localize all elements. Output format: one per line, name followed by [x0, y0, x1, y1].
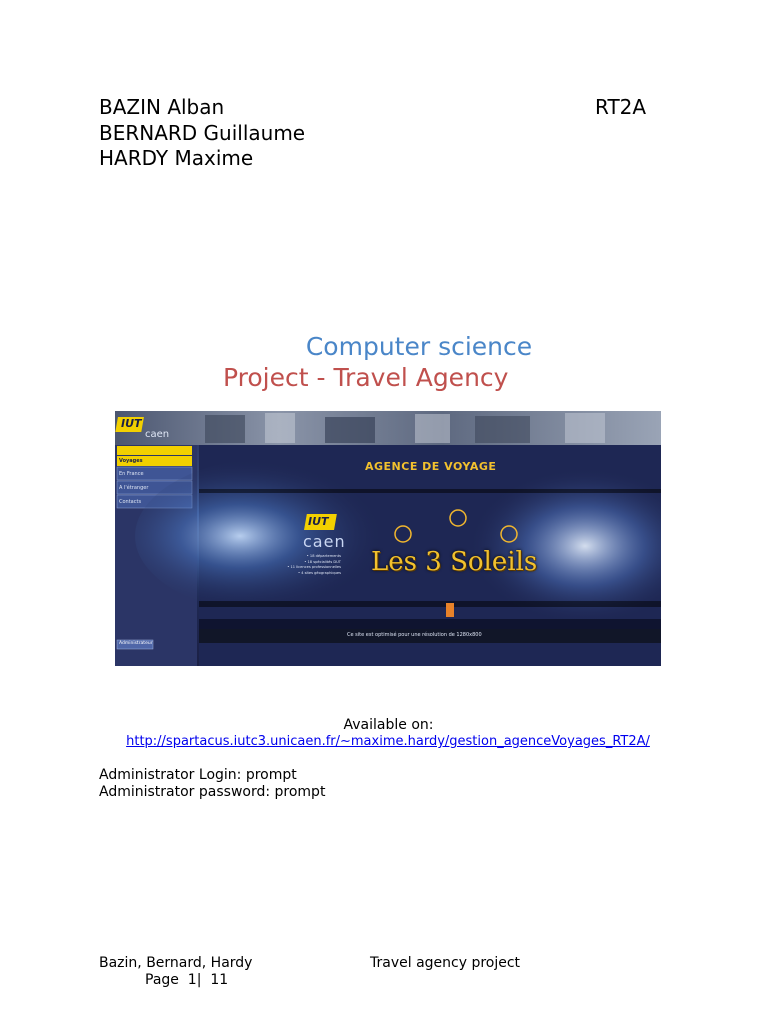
author-name: BERNARD Guillaume [99, 120, 306, 145]
availability-label: Available on: [343, 717, 434, 733]
site-bullet: • 18 départements [306, 554, 341, 558]
website-screenshot-graphic [115, 411, 661, 666]
website-screenshot [115, 411, 661, 666]
site-menu-item[interactable]: Voyages [119, 458, 143, 464]
site-logo-caption: caen [145, 429, 170, 440]
project-title: Project - Travel Agency [223, 363, 509, 392]
admin-password: Administrator password: prompt [99, 784, 326, 800]
footer-authors: Bazin, Bernard, Hardy [99, 955, 253, 971]
footer-project: Travel agency project [370, 955, 521, 971]
project-url-link[interactable]: http://spartacus.iutc3.unicaen.fr/~maxime.hardy/gestion_agenceVoyages_RT2A/ [126, 734, 650, 749]
site-menu [119, 456, 193, 509]
site-menu-item[interactable]: Contacts [119, 499, 142, 505]
author-list [99, 95, 305, 172]
site-menu-item[interactable]: A l'étranger [119, 485, 149, 491]
credentials-block [99, 767, 325, 801]
page-number: Page 1| 11 [145, 972, 229, 988]
author-name: BAZIN Alban [99, 95, 225, 119]
site-brand: Les 3 Soleils [371, 547, 538, 577]
site-logo-center-caption: caen [303, 532, 346, 551]
site-admin-button[interactable]: Administrateur [119, 641, 153, 646]
class-code: RT2A [595, 95, 647, 119]
site-logo: IUT [121, 417, 142, 430]
author-name: HARDY Maxime [99, 146, 254, 170]
site-bullets [273, 554, 341, 576]
site-menu-item[interactable]: En France [119, 471, 144, 477]
site-resolution-note: Ce site est optimisé pour une résolution de 1280x800 [347, 632, 482, 638]
site-bullet: • 18 spécialités DUT [304, 559, 341, 564]
site-bullet: • 11 licences professionnelles [287, 565, 341, 569]
site-banner: AGENCE DE VOYAGE [365, 460, 497, 473]
site-bullet: • 4 sites géographiques [297, 570, 341, 575]
admin-login: Administrator Login: prompt [99, 767, 297, 783]
site-logo-center: IUT [308, 515, 329, 528]
subject-heading: Computer science [305, 332, 533, 361]
